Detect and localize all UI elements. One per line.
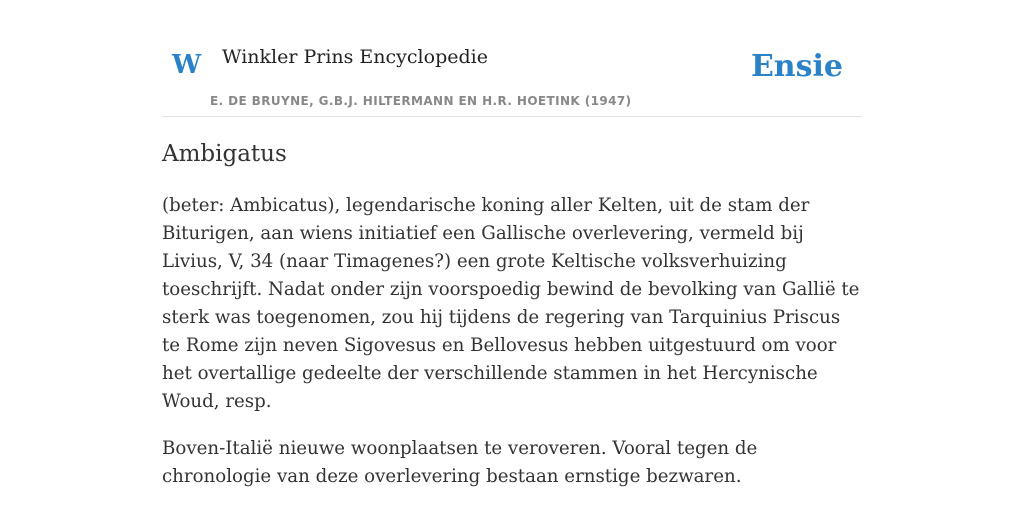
article-paragraph: Boven-Italië nieuwe woonplaatsen te veroveren. Vooral tegen de chronologie van deze overlevering bestaan ernstige bezwaren. — [162, 438, 758, 487]
article-body — [162, 192, 862, 510]
page-container — [162, 0, 862, 487]
article-paragraph: (beter: Ambicatus), legendarische koning aller Kelten, uit de stam der Biturigen, aan wiens initiatief een Gallische overlevering, vermeld bij Livius, V, 34 (naar Timagenes?) een grote Keltische volksverhuizing toeschrijft. Nadat onder zijn voorspoedig bewind de bevolking van Gallië te sterk was toegenomen, zou hij tijdens de regering van Tarquinius Priscus te Rome zijn neven Sigovesus en Bellovesus hebben uitgestuurd om voor het overtallige gedeelte der verschillende stammen in het Hercynische Woud, resp. — [162, 195, 860, 412]
authors-line: E. DE BRUYNE, G.B.J. HILTERMANN EN H.R. HOETINK (1947) — [210, 94, 632, 108]
winkler-prins-logo[interactable]: W — [172, 50, 202, 80]
site-title[interactable]: Winkler Prins Encyclopedie — [222, 46, 488, 68]
article-title: Ambigatus — [162, 141, 287, 167]
ensie-brand-logo[interactable]: Ensie — [750, 49, 843, 84]
site-header — [162, 0, 862, 117]
